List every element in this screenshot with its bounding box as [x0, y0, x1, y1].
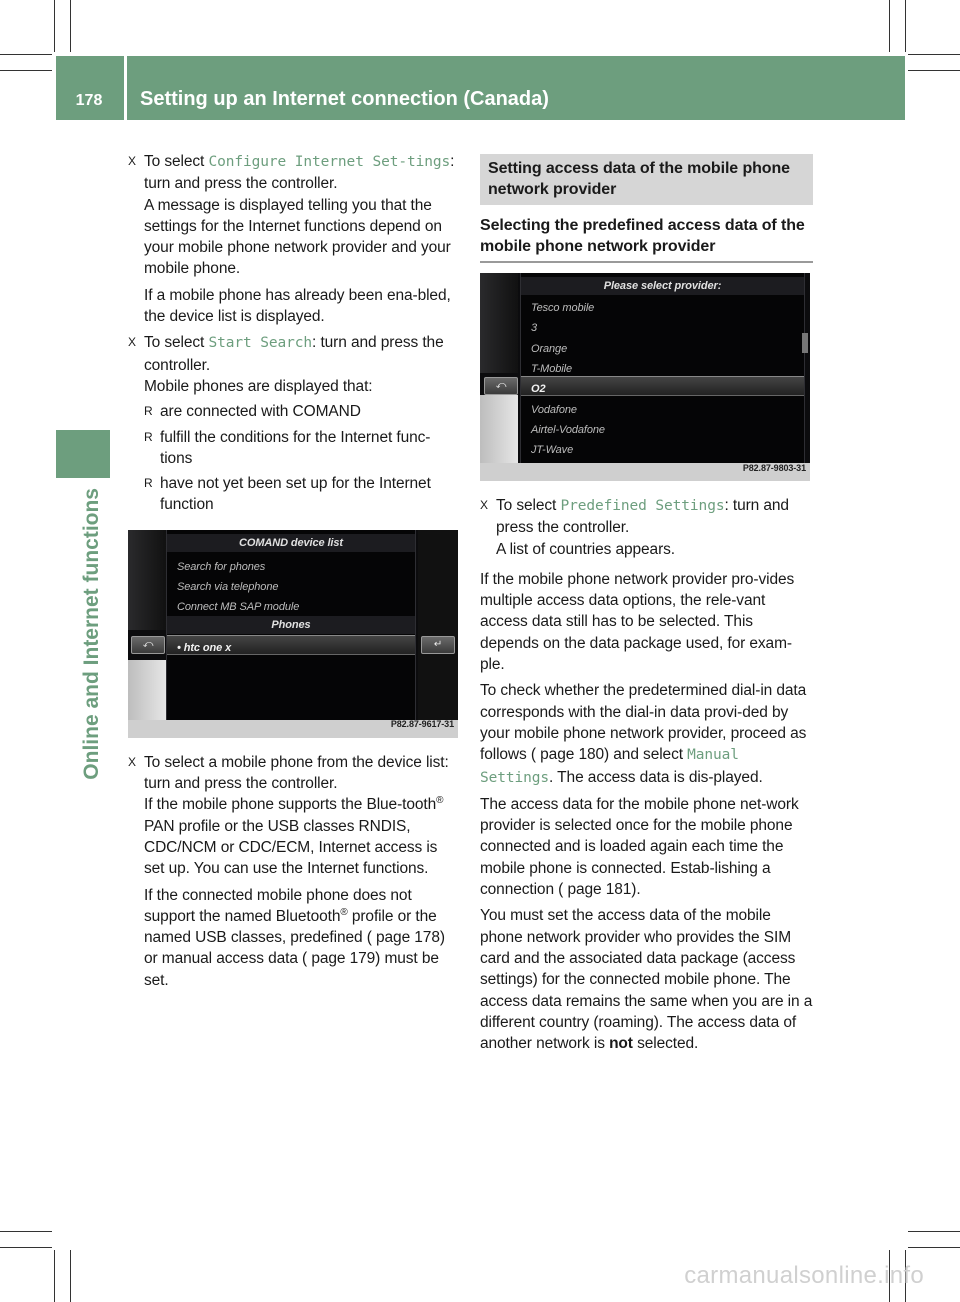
figure-side-dark	[128, 530, 166, 630]
provider-row: JT-Wave	[531, 444, 574, 456]
step-text: To select	[496, 497, 561, 514]
selected-row	[521, 376, 804, 396]
text: selected.	[632, 1035, 699, 1053]
text: If the connected mobile phone does not support the named Bluetooth	[144, 886, 412, 925]
forward-icon: ↵	[421, 636, 455, 654]
registered-mark: ®	[436, 795, 444, 807]
back-icon: ⤺	[484, 377, 518, 395]
provider-list-panel	[520, 273, 805, 463]
step-text: To select	[144, 334, 209, 352]
provider-row: Tesco mobile	[531, 302, 595, 314]
crop-mark	[908, 1231, 960, 1232]
figure-side-light	[128, 660, 166, 720]
page-title: Setting up an Internet connection (Canada)	[140, 88, 549, 110]
text: The access data for the mobile phone net‐work provider is selected once for the mobile phone connected and is loaded again each time the mobile phone is connected. Estab‐lishing a connection (	[480, 795, 799, 899]
chapter-label: Online and Internet functions	[80, 488, 103, 780]
crop-mark	[0, 1247, 52, 1248]
text: PAN profile or the USB classes RNDIS, CDC/NCM or CDC/ECM, Internet access is set up. You can use the Internet functions.	[144, 817, 438, 878]
crop-mark	[908, 1247, 960, 1248]
list-item-text: are connected with COMAND	[160, 403, 361, 421]
page-reference[interactable]: page 181).	[563, 881, 641, 899]
step-marker: X	[128, 154, 136, 168]
device-list-panel	[166, 530, 416, 720]
step-text: : turn and press the controller.	[144, 153, 455, 193]
watermark: carmanualsonline.info	[684, 1262, 924, 1289]
section-heading: Setting access data of the mobile phone network provider	[480, 154, 813, 205]
device-list-row: Search via telephone	[177, 580, 279, 593]
figure-code: P82.87-9617-31	[390, 719, 454, 730]
provider-row-selected: O2	[531, 383, 546, 395]
header-separator	[124, 56, 127, 120]
page-reference[interactable]: page 178) or manual access data (	[144, 929, 445, 968]
menu-item-manual-settings: Manual Settings	[480, 747, 739, 786]
chapter-label-wrap	[80, 488, 120, 1048]
list-item	[128, 427, 460, 470]
right-column	[480, 154, 813, 1054]
paragraph: If the mobile phone network provider pro‐vides multiple access data options, the rele‐vant access data still has to be selected. This depends on the data package used, for exam‐ple.	[480, 570, 795, 674]
list-item	[128, 401, 460, 422]
step-marker: X	[128, 335, 136, 350]
bullet-marker: R	[144, 404, 153, 419]
crop-mark	[889, 0, 890, 52]
text: If the mobile phone supports the Blue‐tooth	[144, 796, 437, 814]
paragraph: If a mobile phone has already been ena‐bled, the device list is displayed.	[144, 286, 451, 326]
chapter-tab	[56, 430, 110, 478]
selected-phone: • htc one x	[177, 641, 232, 654]
paragraph	[144, 885, 460, 991]
figure-side-dark	[480, 273, 518, 373]
crop-mark	[908, 54, 960, 55]
provider-row: Orange	[531, 343, 568, 355]
figure-side-light	[480, 395, 518, 463]
device-list-title: COMAND device list	[167, 534, 415, 552]
step-text: : turn and press the controller.	[496, 497, 789, 537]
screenshot-device-list	[128, 530, 458, 738]
step-predefined-settings	[480, 495, 813, 560]
bullet-marker: R	[144, 476, 153, 491]
text: To check whether the predetermined dial-in data corresponds with the dial-in data provi‐ded by your mobile phone network provider, proceed as follows (	[480, 682, 807, 764]
emphasis: not	[609, 1035, 633, 1053]
list-item-text: have not yet been set up for the Internet function	[160, 475, 431, 514]
crop-mark	[905, 0, 906, 52]
text: You must set the access data of the mobile phone network provider who provides the SIM card and the associated data package (access settings) for the connected mobile phone. The access data remains the same when you are in a different country (roaming). The access data of another network is	[480, 907, 813, 1053]
crop-mark	[0, 70, 52, 71]
page-reference[interactable]: page 180) and select	[535, 746, 688, 764]
provider-row: Airtel-Vodafone	[531, 424, 605, 436]
step-start-search	[128, 332, 460, 397]
menu-item-predefined-settings: Predefined Settings	[560, 498, 725, 514]
step-text: To select a mobile phone from the device list: turn and press the controller.	[144, 753, 449, 793]
step-select-phone	[128, 752, 460, 991]
back-icon: ⤺	[131, 636, 165, 654]
device-list-row: Connect MB SAP module	[177, 600, 300, 613]
step-configure-internet	[128, 151, 460, 327]
paragraph	[480, 680, 813, 788]
paragraph	[480, 905, 813, 1054]
device-list-row: Search for phones	[177, 560, 266, 573]
step-description: A message is displayed telling you that the settings for the Internet functions depend on your mobile phone network provider and your mobile phone.	[144, 196, 451, 278]
crop-mark	[70, 0, 71, 52]
text: . The access data is dis‐played.	[549, 768, 763, 786]
page-number: 178	[75, 92, 103, 109]
phones-subheader: Phones	[167, 616, 415, 634]
crop-mark	[0, 54, 52, 55]
step-marker: X	[480, 498, 488, 512]
paragraph	[480, 794, 813, 900]
left-column	[128, 148, 460, 991]
crop-mark	[54, 0, 55, 52]
bullet-marker: R	[144, 429, 153, 444]
menu-item-start-search: Start Search	[208, 335, 313, 352]
registered-mark: ®	[340, 906, 348, 918]
text: profile or the named USB classes, predefined (	[144, 907, 437, 947]
screenshot-provider-list	[480, 273, 810, 481]
list-item-text: fulfill the conditions for the Internet func‐tions	[160, 428, 431, 467]
figure-code: P82.87-9803-31	[742, 462, 806, 473]
step-marker: X	[128, 754, 136, 769]
step-text: : turn and press the controller.	[144, 334, 444, 374]
menu-item-configure-internet-settings: Configure Internet Set‐tings	[208, 154, 451, 170]
list-item	[128, 473, 460, 516]
figure-side-right	[418, 530, 458, 720]
crop-mark	[70, 1250, 71, 1302]
provider-row: T-Mobile	[531, 363, 572, 375]
crop-mark	[0, 1231, 52, 1232]
crop-mark	[54, 1250, 55, 1302]
provider-row: Vodafone	[531, 404, 577, 416]
step-text: To select	[144, 153, 209, 170]
page-reference[interactable]: page 179) must be set.	[144, 950, 439, 989]
step-description: A list of countries appears.	[496, 540, 675, 558]
subsection-heading: Selecting the predefined access data of the mobile phone network provider	[480, 215, 813, 263]
provider-list-title: Please select provider:	[521, 277, 804, 295]
step-description: Mobile phones are displayed that:	[144, 377, 373, 395]
scrollbar-thumb	[802, 333, 808, 353]
crop-mark	[908, 70, 960, 71]
step-description	[144, 794, 460, 879]
provider-row: 3	[531, 322, 538, 334]
